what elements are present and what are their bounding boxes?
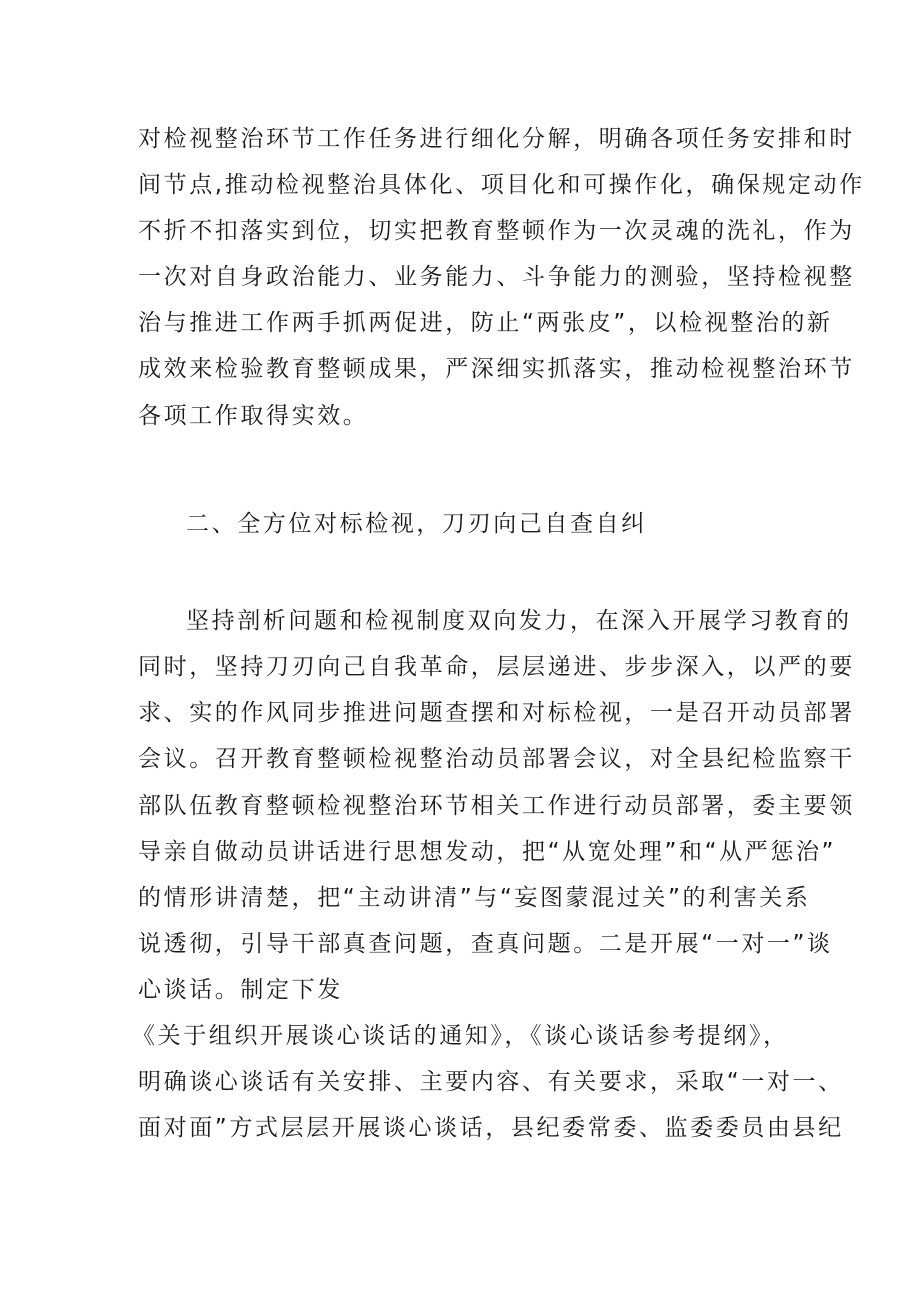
- paragraph-2-line: 部队伍教育整顿检视整治环节相关工作进行动员部署，委主要领: [138, 793, 855, 819]
- paragraph-2-line: 求、实的作风同步推进问题查摆和对标检视，一是召开动员部署: [138, 700, 855, 726]
- section-heading: 二、全方位对标检视，刀刃向己自查自纠: [186, 511, 647, 537]
- paragraph-2-line: 说透彻，引导干部真查问题，查真问题。二是开展“一对一”谈: [138, 931, 833, 957]
- paragraph-2-line: 坚持剖析问题和检视制度双向发力，在深入开展学习教育的: [186, 608, 852, 634]
- paragraph-1-line: 间节点,推动检视整治具体化、项目化和可操作化，确保规定动作: [138, 172, 865, 198]
- paragraph-3-line: 明确谈心谈话有关安排、主要内容、有关要求，采取“一对一、: [138, 1069, 844, 1095]
- paragraph-2-line: 的情形讲清楚，把“主动讲清”与“妄图蒙混过关”的利害关系: [138, 885, 811, 911]
- paragraph-1-line: 对检视整治环节工作任务进行细化分解，明确各项任务安排和时: [138, 126, 855, 152]
- paragraph-1-line: 一次对自身政治能力、业务能力、斗争能力的测验，坚持检视整: [138, 264, 855, 290]
- paragraph-3-line: 面对面”方式层层开展谈心谈话，县纪委常委、监委委员由县纪: [138, 1115, 844, 1141]
- paragraph-2-line: 导亲自做动员讲话进行思想发动，把“从宽处理”和“从严惩治”: [138, 839, 837, 865]
- paragraph-2-line: 同时，坚持刀刃向己自我革命，层层递进、步步深入，以严的要: [138, 654, 855, 680]
- paragraph-1-line: 治与推进工作两手抓两促进，防止“两张皮”，以检视整治的新: [138, 310, 833, 336]
- paragraph-1-line: 不折不扣落实到位，切实把教育整顿作为一次灵魂的洗礼，作为: [138, 218, 855, 244]
- paragraph-1-line: 成效来检验教育整顿成果，严深细实抓落实，推动检视整治环节: [138, 356, 855, 382]
- paragraph-2-line: 会议。召开教育整顿检视整治动员部署会议，对全县纪检监察干: [138, 746, 855, 772]
- paragraph-2-line: 心谈话。制定下发: [138, 977, 343, 1003]
- paragraph-3-line: 《关于组织开展谈心谈话的通知》，《谈心谈话参考提纲》，: [132, 1023, 789, 1049]
- paragraph-1-line: 各项工作取得实效。: [138, 403, 369, 429]
